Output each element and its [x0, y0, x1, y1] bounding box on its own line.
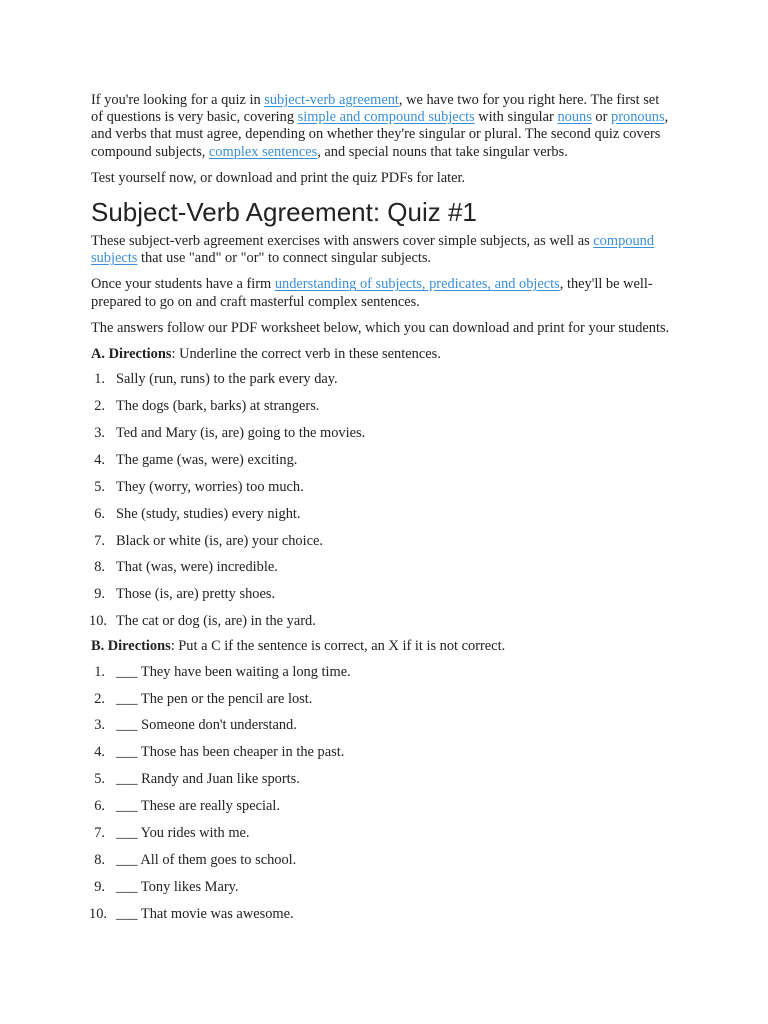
- intro-text: or: [591, 109, 612, 126]
- item-text: ___ These are really special.: [116, 798, 280, 815]
- item-number: 2.: [94, 398, 105, 415]
- section-a-label: A. Directions: [91, 346, 172, 363]
- item-number: 3.: [94, 425, 105, 442]
- list-item: [91, 664, 671, 681]
- students-text: , they'll be well-prepared to go on and craft masterful complex sentences.: [91, 276, 653, 310]
- list-item: [91, 479, 671, 496]
- item-text: They (worry, worries) too much.: [116, 478, 304, 495]
- item-number: 7.: [94, 532, 105, 549]
- answers-note: The answers follow our PDF worksheet below, which you can download and print for your students.: [91, 319, 670, 336]
- list-item: [91, 717, 671, 734]
- item-text: ___ All of them goes to school.: [116, 851, 297, 868]
- intro-text: , and special nouns that take singular verbs.: [317, 143, 568, 160]
- item-number: 3.: [94, 717, 105, 734]
- item-text: ___ They have been waiting a long time.: [116, 663, 351, 680]
- item-text: ___ Tony likes Mary.: [116, 878, 239, 895]
- item-number: 5.: [94, 478, 105, 495]
- item-number: 9.: [94, 586, 105, 603]
- nouns-link[interactable]: nouns: [557, 109, 592, 126]
- item-text: ___ You rides with me.: [116, 825, 250, 841]
- item-number: 6.: [94, 798, 105, 815]
- article-body: [91, 92, 671, 933]
- section-b-directions: [91, 638, 671, 655]
- item-number: 2.: [94, 690, 105, 707]
- item-text: ___ The pen or the pencil are lost.: [116, 690, 313, 707]
- list-item: [91, 906, 671, 923]
- pronouns-link[interactable]: pronouns: [611, 109, 665, 126]
- students-paragraph: [91, 276, 671, 310]
- list-item: [91, 371, 671, 388]
- item-text: ___ Those has been cheaper in the past.: [116, 744, 345, 761]
- item-number: 1.: [94, 663, 105, 680]
- item-text: ___ Someone don't understand.: [116, 717, 297, 734]
- item-number: 10.: [89, 613, 107, 630]
- simple-compound-subjects-link[interactable]: simple and compound subjects: [297, 109, 475, 126]
- item-text: Sally (run, runs) to the park every day.: [116, 371, 338, 388]
- item-text: ___ That movie was awesome.: [116, 905, 294, 922]
- section-b-list: [91, 664, 671, 923]
- item-text: That (was, were) incredible.: [116, 559, 278, 576]
- list-item: [91, 398, 671, 415]
- item-text: Black or white (is, are) your choice.: [116, 532, 323, 549]
- item-number: 5.: [94, 771, 105, 788]
- item-text: The game (was, were) exciting.: [116, 451, 298, 468]
- students-text: Once your students have a firm: [91, 276, 275, 293]
- quiz-heading: Subject-Verb Agreement: Quiz #1: [91, 197, 477, 228]
- item-number: 8.: [94, 851, 105, 868]
- item-text: The dogs (bark, barks) at strangers.: [116, 398, 320, 415]
- complex-sentences-link[interactable]: complex sentences: [208, 143, 318, 160]
- item-number: 4.: [94, 451, 105, 468]
- item-number: 9.: [94, 878, 105, 895]
- list-item: [91, 613, 671, 630]
- item-text: ___ Randy and Juan like sports.: [116, 771, 300, 788]
- item-number: 6.: [94, 505, 105, 522]
- compound-subjects-link[interactable]: compound subjects: [91, 233, 655, 267]
- intro-text: , we have two for you right here. The first set of questions is very basic, covering: [91, 92, 660, 126]
- section-b-text: : Put a C if the sentence is correct, an X if it is not correct.: [170, 638, 506, 655]
- description-text: that use "and" or "or" to connect singular subjects.: [137, 250, 432, 267]
- item-number: 10.: [89, 905, 107, 922]
- section-a-list: [91, 371, 671, 630]
- list-item: [91, 798, 671, 815]
- item-text: Ted and Mary (is, are) going to the movies.: [116, 425, 366, 442]
- intro-text: with singular: [474, 109, 558, 126]
- list-item: [91, 533, 671, 550]
- intro-text: If you're looking for a quiz in: [91, 92, 265, 108]
- exercise-description: [91, 233, 671, 267]
- subject-verb-agreement-link[interactable]: subject-verb agreement: [264, 92, 399, 108]
- section-a-text: : Underline the correct verb in these sentences.: [171, 346, 441, 363]
- description-text: These subject-verb agreement exercises with answers cover simple subjects, as well as: [91, 233, 594, 250]
- list-item: [91, 506, 671, 523]
- list-item: [91, 879, 671, 896]
- item-text: She (study, studies) every night.: [116, 505, 301, 522]
- list-item: [91, 452, 671, 469]
- list-item: [91, 825, 671, 842]
- item-number: 7.: [94, 825, 105, 841]
- list-item: [91, 744, 671, 761]
- intro-note: Test yourself now, or download and print the quiz PDFs for later.: [91, 169, 466, 186]
- item-number: 1.: [94, 371, 105, 388]
- list-item: [91, 771, 671, 788]
- item-number: 4.: [94, 744, 105, 761]
- list-item: [91, 425, 671, 442]
- list-item: [91, 586, 671, 603]
- list-item: [91, 691, 671, 708]
- intro-text: , and verbs that must agree, depending on whether they're singular or plural. The second quiz covers compound subjects,: [91, 109, 669, 160]
- intro-paragraph: [91, 92, 671, 161]
- list-item: [91, 559, 671, 576]
- subjects-predicates-objects-link[interactable]: understanding of subjects, predicates, and objects: [274, 276, 560, 293]
- section-a-directions: [91, 346, 671, 363]
- list-item: [91, 852, 671, 869]
- item-text: The cat or dog (is, are) in the yard.: [116, 613, 316, 630]
- item-number: 8.: [94, 559, 105, 576]
- section-b-label: B. Directions: [91, 638, 171, 655]
- item-text: Those (is, are) pretty shoes.: [116, 586, 276, 603]
